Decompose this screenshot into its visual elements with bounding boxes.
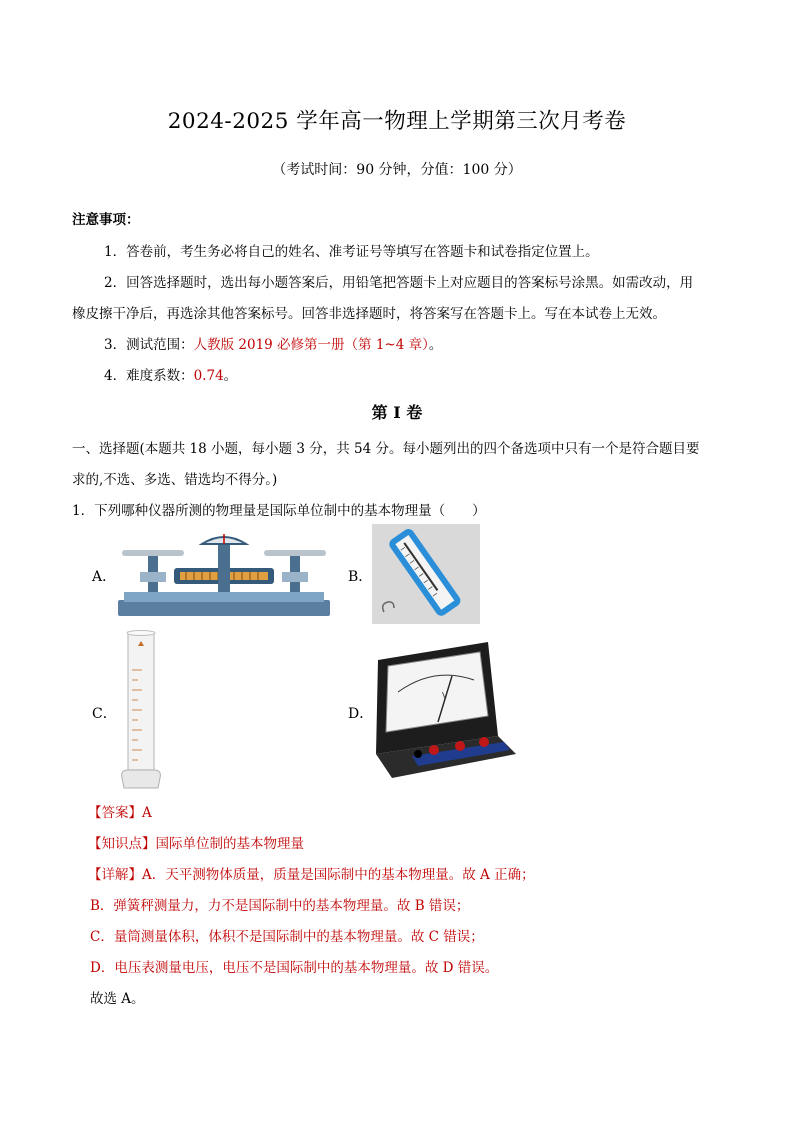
knowledge-tag: 【知识点】 (88, 836, 156, 852)
option-a-label: A． (92, 569, 117, 585)
detail-tag: 【详解】 (88, 867, 142, 883)
voltmeter-icon (372, 636, 520, 784)
test-scope: 人教版 2019 必修第一册（第 1~4 章） (193, 337, 429, 353)
part-1-heading-line-1: 一、选择题(本题共 18 小题，每小题 3 分，共 54 分。每小题列出的四个备选项中只有一个是符合题目要 (72, 441, 700, 457)
notice-item-3-label: 3．测试范围： (104, 337, 194, 353)
option-c-label: C． (92, 706, 117, 722)
knowledge-point (88, 832, 304, 852)
question-1-stem: 1．下列哪种仪器所测的物理量是国际单位制中的基本物理量（ ） (72, 503, 486, 519)
graduated-cylinder-icon (112, 630, 172, 792)
detail-c: C．量筒测量体积，体积不是国际制中的基本物理量。故 C 错误； (90, 929, 484, 945)
notice-item-4-end: 。 (223, 368, 238, 384)
detail-b: B．弹簧秤测量力，力不是国际制中的基本物理量。故 B 错误； (90, 898, 470, 914)
notice-item-2-line-2: 橡皮擦干净后，再选涂其他答案标号。回答非选择题时，将答案写在答题卡上。写在本试卷上无效。 (72, 306, 666, 322)
spring-scale-icon (372, 524, 480, 624)
page-title: 2024-2025 学年高一物理上学期第三次月考卷 (167, 109, 627, 134)
notice-item-4-label: 4．难度系数： (104, 368, 194, 384)
detail-a (88, 863, 535, 883)
detail-a-text: A．天平测物体质量，质量是国际制中的基本物理量。故 A 正确； (142, 867, 535, 883)
notice-heading: 注意事项： (72, 212, 140, 228)
detail-d: D．电压表测量电压，电压不是国际制中的基本物理量。故 D 错误。 (90, 960, 499, 976)
option-b-label: B． (348, 569, 373, 585)
notice-item-2-line-1: 2．回答选择题时，选出每小题答案后，用铅笔把答题卡上对应题目的答案标号涂黑。如需改动，用 (104, 275, 694, 291)
svg-text:V: V (442, 691, 448, 700)
notice-item-1: 1．答卷前，考生务必将自己的姓名、准考证号等填写在答题卡和试卷指定位置上。 (104, 244, 599, 260)
part-1-heading-line-2: 求的,不选、多选、错选均不得分。) (72, 472, 278, 488)
conclusion: 故选 A。 (90, 991, 145, 1007)
difficulty-value: 0.74 (193, 368, 224, 384)
exam-info: （考试时间：90 分钟，分值：100 分） (272, 162, 522, 178)
notice-item-3-end: 。 (428, 337, 443, 353)
option-d-label: D． (348, 706, 374, 722)
knowledge-text: 国际单位制的基本物理量 (155, 836, 304, 852)
answer-line: 【答案】A (88, 805, 152, 821)
balance-scale-icon (114, 530, 334, 622)
section-title: 第 I 卷 (371, 403, 423, 422)
notice-item-3 (104, 333, 442, 353)
notice-item-4 (104, 364, 237, 384)
